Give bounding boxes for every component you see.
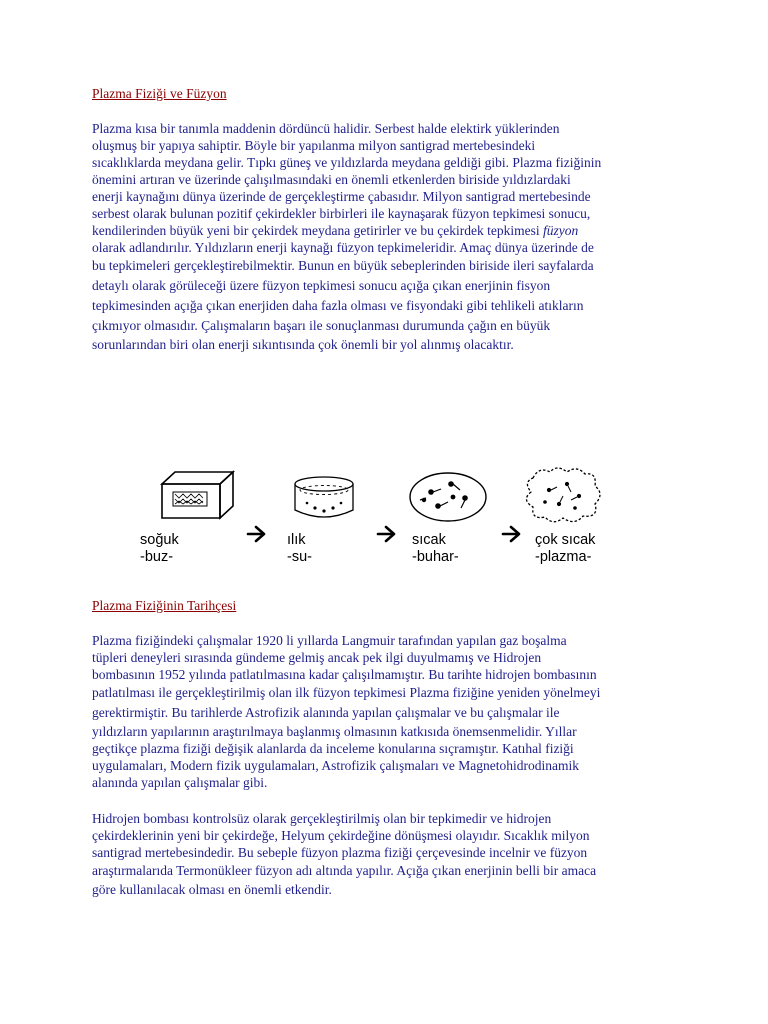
state-sub: -su- [287,549,312,565]
steam-particles-icon [410,473,486,521]
water-cup-icon [295,477,353,517]
paragraph-line: patlatılması ile gerçekleştirilmiş olan ilk füzyon tepkimesi Plazma fiziğine yeniden yönelmeyi [92,685,601,700]
section-heading-plasma-history: Plazma Fiziğinin Tarihçesi [92,598,237,613]
paragraph-line: sorunlarından biri olan enerji sıkıntısında çok önemli bir yol alınmış olacaktır. [92,337,514,352]
state-sub: -buz- [140,549,174,565]
right-arrow-icon [503,527,519,541]
paragraph-line: alanında yapılan çalışmalar gibi. [92,775,268,790]
paragraph-line: gerektirmiştir. Bu tarihlerde Astrofizik alanında yapılan çalışmalar ve bu çalışmalar ile [92,705,560,720]
paragraph-line: geçtikçe plazma fiziği değişik alanlarda da inceleme konularına sıçramıştır. Katıhal fiziği [92,741,574,756]
section-heading-plasma-fusion: Plazma Fiziği ve Füzyon [92,86,227,101]
history-paragraph-2 [92,810,692,898]
right-arrow-icon [378,527,394,541]
plasma-cloud-icon [526,468,600,522]
paragraph-line: olarak adlandırılır. Yıldızların enerji kaynağı füzyon tepkimeleridir. Amaç dünya üzerinde de [92,240,594,255]
paragraph-line: önemini artıran ve üzerinde çalışılmasındaki en önemli etkenlerden biriside yıldızlardaki [92,172,571,187]
ice-cube-icon [162,472,233,518]
paragraph-line: santigrad mertebesindedir. Bu sebeple füzyon plazma fiziği çerçevesinde incelnir ve füzyon [92,845,588,860]
paragraph-line: oluşmuş bir yapıya sahiptir. Böyle bir yapılanma milyon santigrad mertebesindeki [92,138,536,153]
paragraph-line: bu tepkimeleri gerçekleştirebilmektir. Bunun en büyük sebeplerinden biriside ileri sayfalarda [92,258,594,273]
matter-states-diagram [135,462,635,572]
paragraph-line: göre kullanılacak olması en önemli etkendir. [92,882,332,897]
state-name: sıcak [412,532,446,548]
paragraph-line: Plazma fiziğindeki çalışmalar 1920 li yıllarda Langmuir tarafından yapılan gaz boşalma [92,633,567,648]
state-label-very-hot [535,532,595,566]
state-label-warm [287,532,312,566]
paragraph-line: tüpleri deneyleri sırasında gündeme gelmiş ancak pek ilgi duyulmamış ve Hidrojen [92,650,542,665]
paragraph-line: detaylı olarak görüleceği üzere füzyon tepkimesi sonucu açığa çıkan enerjinin fisyon [92,278,551,293]
paragraph-line: uygulamaları, Modern fizik uygulamaları, Astrofizik çalışmaları ve Magnetohidrodinamik [92,758,579,773]
paragraph-line: sıcaklıklarda meydana gelir. Tıpkı güneş ve yıldızlarda meydana geldiği gibi. Plazma fiziğinin [92,155,602,170]
paragraph-line: serbest olarak bulunan pozitif çekirdekler birbirleri ile kaynaşarak füzyon tepkimesi sonucu, [92,206,591,221]
intro-paragraph [92,120,692,353]
state-name: ılık [287,532,306,548]
paragraph-line: çıkmıyor olmasıdır. Çalışmaların başarı ile sonuçlanması durumunda çağın en büyük [92,318,551,333]
state-sub: -plazma- [535,549,592,565]
state-name: soğuk [140,532,179,548]
history-paragraph-1 [92,632,692,791]
state-label-hot [412,532,459,566]
right-arrow-icon [248,527,264,541]
paragraph-line: enerji kaynağını dünya üzerinde de gerçekleştirme çabasıdır. Milyon santigrad mertebesinde [92,189,591,204]
paragraph-line: bombasının 1952 yılında patlatılmasına kadar çalışılmamıştır. Bu tarihte hidrojen bombasının [92,667,597,682]
paragraph-line [92,222,692,239]
paragraph-line-text: kendilerinden büyük yeni bir çekirdek meydana getirirler ve bu çekirdek tepkimesi [92,223,540,238]
paragraph-line: çekirdeklerinin yeni bir çekirdeğe, Helyum çekirdeğine dönüşmesi olayıdır. Sıcaklık milyon [92,828,590,843]
paragraph-line: tepkimesinden açığa çıkan enerjiden daha fazla olması ve fisyondaki gibi tehlikeli atıkların [92,298,584,313]
paragraph-line: Hidrojen bombası kontrolsüz olarak gerçekleştirilmiş olan bir tepkimedir ve hidrojen [92,811,552,826]
state-label-cold [140,532,179,566]
paragraph-line: yıldızların yapılarının araştırılmaya başlanmış olmasının katkısıda önemsenmelidir. Yıllar [92,724,577,739]
state-sub: -buhar- [412,549,459,565]
paragraph-line: Plazma kısa bir tanımla maddenin dördüncü halidir. Serbest halde elektirk yüklerinden [92,121,560,136]
italic-term: füzyon [542,223,579,238]
state-name: çok sıcak [535,532,596,548]
paragraph-line: araştırmalarıda Termonükleer füzyon adı altında yapılır. Açığa çıkan enerjinin belli bir amaca [92,863,597,878]
